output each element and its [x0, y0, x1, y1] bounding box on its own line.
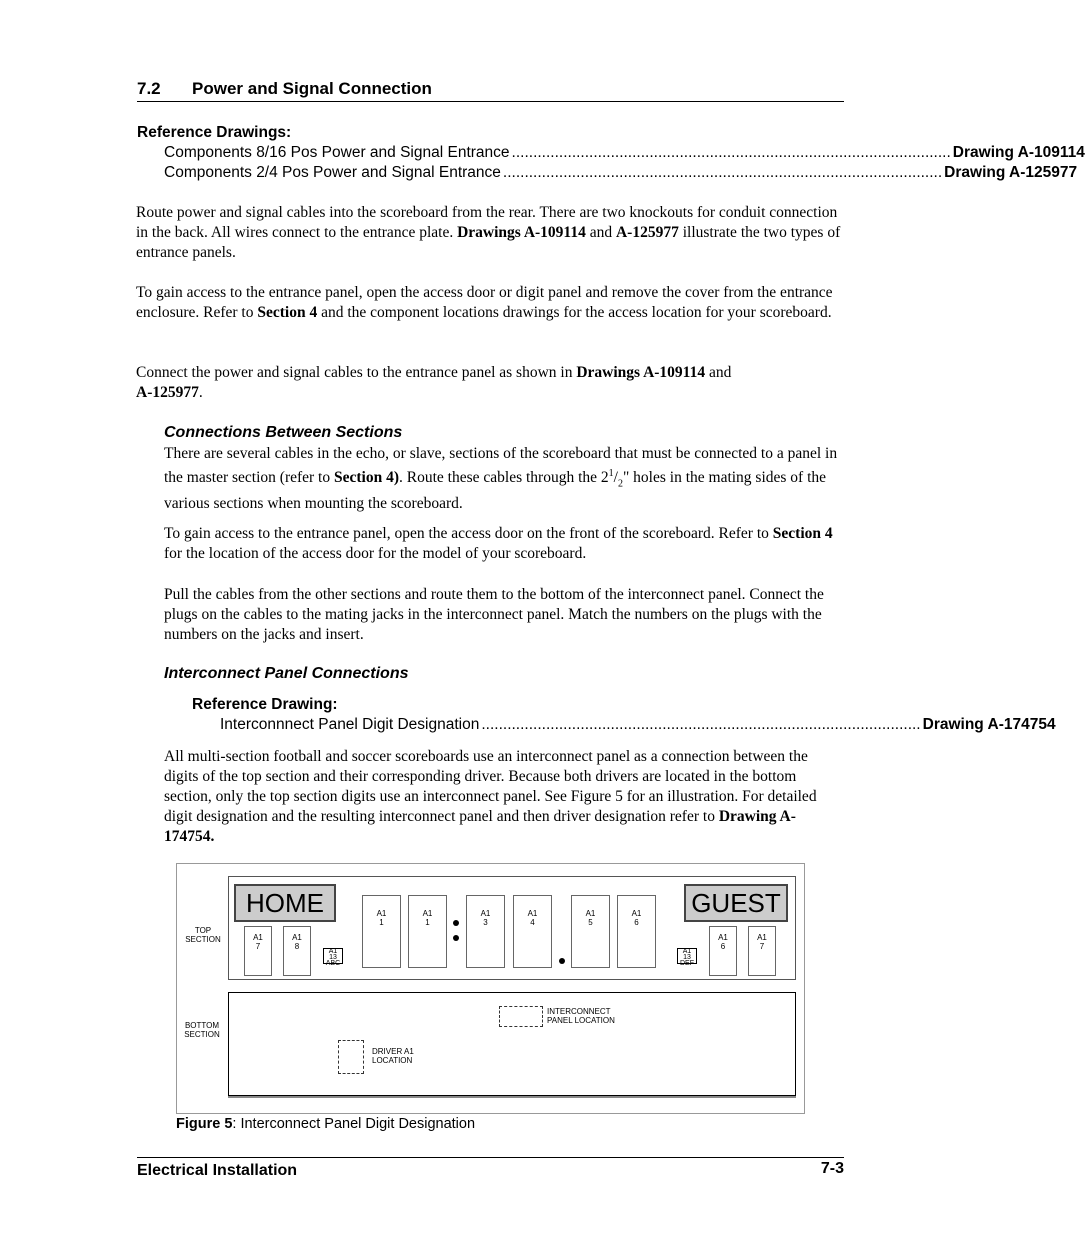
paragraph-echo-sections [164, 444, 844, 514]
digit-number: 1 [379, 918, 384, 927]
digit-a1-6b [709, 926, 737, 976]
subheading-connections-between-sections: Connections Between Sections [164, 424, 403, 441]
digit-a1-13-abc [323, 948, 343, 967]
section-number: 7.2 [137, 79, 161, 98]
digit-number: 6 [634, 918, 639, 927]
digit-a1-4 [513, 895, 552, 968]
text-run: for the location of the access door for the model of your scoreboard. [164, 545, 587, 562]
text-run: and the component locations drawings for the access location for your scoreboard. [317, 304, 832, 321]
digit-label: A1 [527, 909, 538, 918]
dot-leader: ...................................................................................................... [502, 164, 943, 181]
digit-number: 6 [720, 942, 726, 951]
reference-drawing-title: Reference Drawing: [192, 696, 338, 713]
paragraph-pull-cables: Pull the cables from the other sections and route them to the bottom of the interconnect panel. Connect the plugs on the cables to the mating jacks in the interconnect panel. Match the numbers on the plugs with the numbers on the jacks and insert. [164, 586, 824, 643]
figure-caption [176, 1116, 475, 1132]
text-run: / [613, 469, 618, 487]
text-run: illustrate the two types of entrance panels. [136, 224, 841, 261]
dot-leader: ...................................................................................................... [511, 144, 951, 161]
driver-a1-location-label [372, 1047, 414, 1065]
label-line: DRIVER A1 [372, 1047, 414, 1056]
text-run: Connect the power and signal cables to the entrance panel as shown in [136, 364, 577, 381]
driver-a1-location-box [338, 1040, 364, 1074]
bold-run: Drawings A-109114 [576, 364, 706, 381]
superscript: 1 [608, 468, 614, 479]
caption-text: : Interconnect Panel Digit Designation [232, 1116, 476, 1132]
digit-label: A1 [422, 909, 433, 918]
label-line: SECTION [185, 935, 221, 944]
subheading-interconnect-panel-connections: Interconnect Panel Connections [164, 665, 409, 682]
reference-drawing-label: Interconnnect Panel Digit Designation [220, 716, 480, 733]
text-run: There are several cables in the echo, or slave, sections of the scoreboard that must be connected to a panel in the master section (refer to [164, 445, 838, 487]
section-heading [137, 79, 432, 99]
digit-a1-5 [571, 895, 610, 968]
digit-a1-7-left [244, 926, 272, 976]
home-banner: HOME [234, 884, 336, 922]
colon-dot [453, 920, 459, 926]
label-line: BOTTOM [184, 1021, 220, 1030]
digit-number: 13 [683, 954, 691, 961]
digit-suffix: ABC [325, 960, 341, 967]
interconnect-panel-location-box [499, 1006, 543, 1027]
text-run: " holes in the mating sides of the various sections when mounting the scoreboard. [164, 469, 827, 513]
digit-label: A1 [585, 909, 596, 918]
paragraph-access-door [164, 524, 844, 564]
bold-run: Drawings A-109114 [457, 224, 586, 241]
reference-drawing-item [220, 716, 1056, 734]
digit-label: A1 [292, 933, 302, 942]
bold-run: Section 4) [334, 469, 400, 487]
reference-drawing-item [164, 164, 1078, 182]
label-line: PANEL LOCATION [547, 1016, 615, 1025]
digit-label: A1 [718, 933, 728, 942]
digit-number: 4 [530, 918, 535, 927]
label-line: SECTION [184, 1030, 220, 1039]
digit-a1-13-def [677, 948, 697, 967]
reference-drawing-item [164, 144, 1085, 162]
guest-banner: GUEST [684, 884, 788, 922]
top-section-label [181, 926, 225, 944]
paragraph-route-cables [136, 203, 846, 263]
digit-number: 13 [329, 954, 337, 961]
label-line: TOP [194, 926, 212, 935]
bold-run: A-125977 [615, 224, 679, 241]
figure-interconnect-diagram [176, 863, 805, 1114]
bold-run: A-125977 [136, 384, 199, 401]
text-run: To gain access to the entrance panel, open the access door or digit panel and remove the cover from the entrance enclosure. Refer to [136, 284, 833, 321]
digit-a1-1a [362, 895, 401, 968]
footer-page-number: 7-3 [820, 1160, 844, 1177]
digit-number: 1 [425, 918, 430, 927]
reference-drawings-title: Reference Drawings: [137, 124, 292, 141]
subscript: 2 [617, 478, 623, 490]
digit-number: 3 [483, 918, 488, 927]
label-line: INTERCONNECT [547, 1007, 611, 1016]
text-run: All multi-section football and soccer scoreboards use an interconnect panel as a connection between the digits of the top section and their corresponding driver. Because both drivers are located in the bottom section, only the top section digits use an interconnect panel. See Figure 5 for an illustration. For detailed digit designation and the resulting interconnect panel and then driver designation refer to [164, 748, 817, 825]
digit-label: A1 [682, 948, 692, 955]
text-run: To gain access to the entrance panel, open the access door on the front of the scoreboard. Refer to [164, 525, 773, 542]
top-rule [137, 101, 844, 102]
dot-leader: ...................................................................................................... [481, 716, 921, 733]
digit-number: 8 [294, 942, 300, 951]
bold-run: Section 4 [772, 525, 833, 542]
digit-number: 7 [255, 942, 261, 951]
digit-label: A1 [757, 933, 767, 942]
text-run: . Route these cables through the 2 [399, 469, 609, 487]
digit-a1-1b [408, 895, 447, 968]
reference-drawing-number: Drawing A-125977 [944, 164, 1078, 181]
text-run: Route power and signal cables into the scoreboard from the rear. There are two knockouts for conduit connection in the back. All wires connect to the entrance plate. [136, 204, 838, 241]
caption-label: Figure 5 [176, 1116, 233, 1132]
paragraph-multi-section [164, 747, 844, 847]
digit-suffix: DEF [680, 960, 694, 967]
bottom-section-label [179, 1021, 225, 1039]
paragraph-gain-access [136, 283, 846, 323]
colon-dot [453, 935, 459, 941]
footer-chapter-title: Electrical Installation [137, 1162, 298, 1179]
digit-label: A1 [328, 948, 338, 955]
paragraph-connect-cables [136, 363, 846, 403]
digit-label: A1 [480, 909, 491, 918]
digit-a1-3 [466, 895, 505, 968]
bold-run: Section 4 [257, 304, 318, 321]
digit-number: 7 [759, 942, 765, 951]
reference-drawing-number: Drawing A-174754 [922, 716, 1056, 733]
footer-rule [137, 1157, 844, 1158]
digit-number: 5 [588, 918, 593, 927]
digit-a1-6a [617, 895, 656, 968]
text-run: and [705, 364, 732, 381]
text-run: . [198, 384, 203, 401]
text-run: and [585, 224, 616, 241]
reference-drawing-label: Components 2/4 Pos Power and Signal Entrance [164, 164, 501, 181]
reference-drawing-label: Components 8/16 Pos Power and Signal Entrance [164, 144, 510, 161]
interconnect-panel-location-label [547, 1007, 615, 1025]
decimal-dot [559, 958, 565, 964]
digit-label: A1 [253, 933, 263, 942]
bold-run: Drawing A-174754. [164, 808, 796, 845]
digit-a1-8 [283, 926, 311, 976]
digit-label: A1 [631, 909, 642, 918]
digit-a1-7-right [748, 926, 776, 976]
digit-label: A1 [376, 909, 387, 918]
section-title: Power and Signal Connection [192, 79, 432, 98]
reference-drawing-number: Drawing A-109114 [952, 144, 1085, 161]
label-line: LOCATION [372, 1056, 413, 1065]
